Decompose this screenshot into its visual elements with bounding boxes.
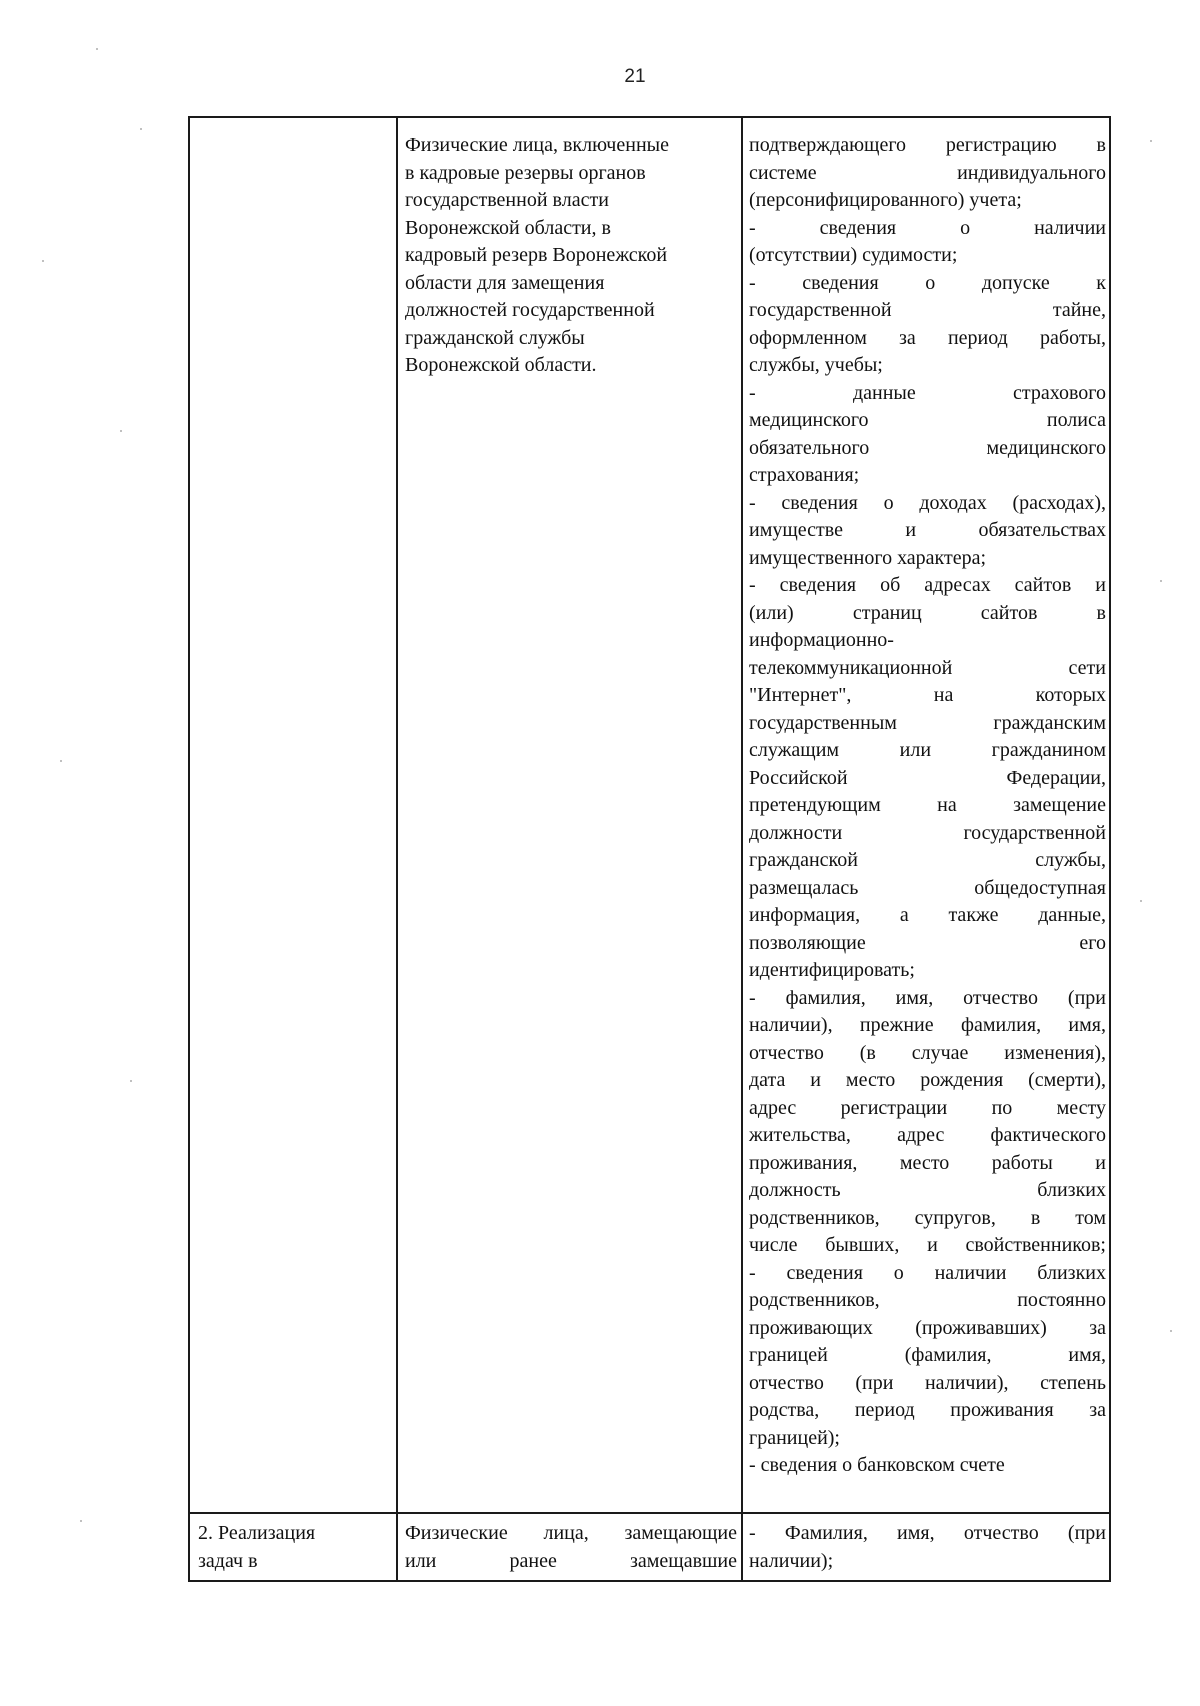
text-line: проживания, место работы и [749,1151,1106,1174]
text-line: - сведения о доходах (расходах), [749,491,1106,514]
text-line: системе индивидуального [749,161,1106,184]
row2-subjects-cell [405,1520,737,1575]
text-line: должностей государственной [405,299,655,321]
text-line: в кадровые резервы органов [405,161,646,184]
scan-speck [1150,140,1152,142]
text-line: Воронежской области, в [405,216,611,239]
text-line: жительства, адрес фактического [749,1124,1106,1146]
row2-data-list-cell [749,1520,1106,1575]
text-line: или ранее замещавшие [405,1549,737,1572]
text-line: Физические лица, замещающие [405,1522,737,1544]
column-divider [741,118,743,1580]
row2-purpose-cell [198,1520,390,1575]
text-line: адрес регистрации по месту [749,1096,1106,1119]
scan-speck [1160,580,1162,582]
text-line: проживающих (проживавших) за [749,1316,1106,1339]
column-divider [396,118,398,1580]
scan-speck [1140,900,1142,902]
text-line: отчество (в случае изменения), [749,1041,1106,1064]
text-line: идентифицировать; [749,959,915,981]
text-line: государственной тайне, [749,299,1106,321]
scan-speck [42,260,44,262]
text-line: телекоммуникационной сети [749,656,1106,679]
text-line: подтверждающего регистрацию в [749,134,1106,156]
scan-speck [130,1080,132,1082]
scan-speck [96,48,98,50]
text-line: дата и место рождения (смерти), [749,1069,1106,1091]
text-line: оформленном за период работы, [749,326,1106,349]
text-line: 2. Реализация [198,1522,316,1544]
scan-speck [120,430,122,432]
data-table [188,116,1111,1582]
row1-subjects-cell [405,132,737,380]
text-line: служащим или гражданином [749,739,1106,761]
text-line: наличии), прежние фамилия, имя, [749,1014,1106,1036]
text-line: - сведения об адресах сайтов и [749,574,1106,596]
text-line: задач в [198,1549,258,1572]
row-divider [190,1512,1109,1514]
text-line: имуществе и обязательствах [749,519,1106,541]
text-line: Физические лица, включенные [405,134,669,156]
text-line: (персонифицированного) учета; [749,189,1022,211]
text-line: числе бывших, и свойственников; [749,1234,1106,1256]
text-line: должность близких [749,1179,1106,1201]
text-line: кадровый резерв Воронежской [405,244,668,266]
text-line: имущественного характера; [749,546,987,569]
text-line: претендующим на замещение [749,794,1106,816]
text-line: службы, учебы; [749,354,883,376]
text-line: родства, период проживания за [749,1399,1106,1421]
page-number: 21 [624,66,646,87]
text-line: медицинского полиса [749,409,1106,431]
text-line: границей (фамилия, имя, [749,1344,1106,1366]
text-line: Воронежской области. [405,354,597,376]
text-line: границей); [749,1426,840,1449]
text-line: - сведения о допуске к [749,271,1106,294]
text-line: области для замещения [405,271,605,294]
text-line: гражданской службы [405,326,585,349]
text-line: - сведения о наличии близких [749,1261,1106,1284]
text-line: - сведения о банковском счете [749,1454,1005,1476]
text-line: позволяющие его [749,931,1106,954]
text-line: "Интернет", на которых [749,684,1106,706]
text-line: государственной власти [405,189,609,211]
text-line: (отсутствии) судимости; [749,244,958,266]
text-line: (или) страниц сайтов в [749,601,1106,624]
text-line: родственников, супругов, в том [749,1206,1106,1229]
scan-speck [60,760,62,762]
text-line: наличии); [749,1549,834,1572]
text-line: - Фамилия, имя, отчество (при [749,1522,1106,1544]
text-line: информация, а также данные, [749,904,1106,926]
text-line: - данные страхового [749,381,1106,404]
text-line: Российской Федерации, [749,766,1106,789]
row1-data-list-cell [749,132,1106,1480]
scan-speck [80,1520,82,1522]
text-line: - сведения о наличии [749,216,1106,239]
text-line: обязательного медицинского [749,436,1106,459]
text-line: страхования; [749,464,860,486]
text-line: должности государственной [749,821,1106,844]
text-line: родственников, постоянно [749,1289,1106,1311]
text-line: информационно- [749,629,894,651]
text-line: - фамилия, имя, отчество (при [749,986,1106,1009]
scan-speck [140,128,142,130]
text-line: государственным гражданским [749,711,1106,734]
text-line: размещалась общедоступная [749,876,1106,899]
text-line: отчество (при наличии), степень [749,1371,1106,1394]
scan-speck [1170,1330,1172,1332]
text-line: гражданской службы, [749,849,1106,871]
